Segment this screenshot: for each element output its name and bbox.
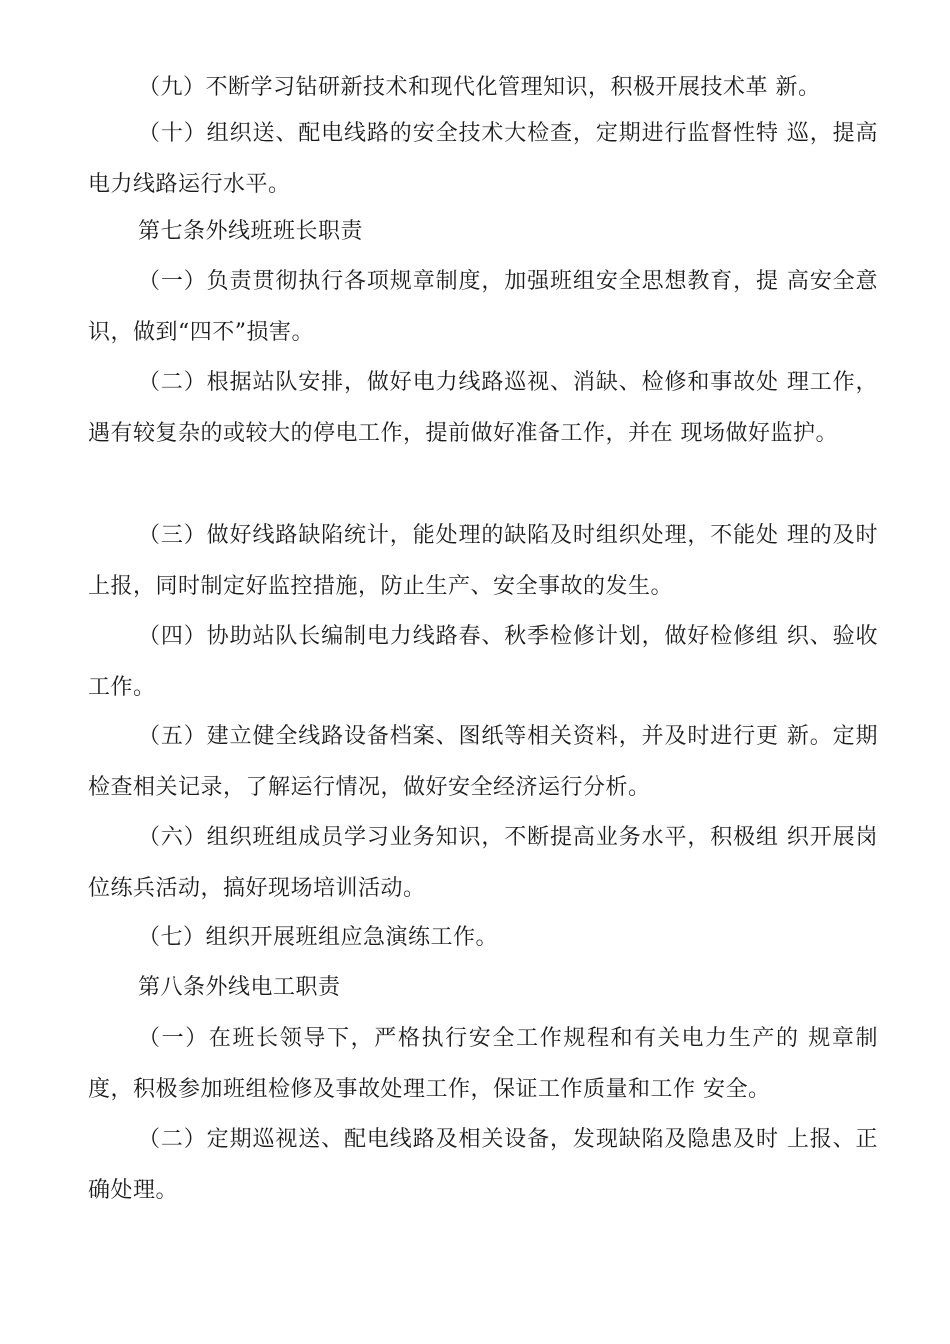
article-7-item-3: （三）做好线路缺陷统计，能处理的缺陷及时组织处理，不能处 理的及时上报，同时制定好监控措施，防止生产、安全事故的发生。 [88,523,878,599]
article-7-item-4: （四）协助站队长编制电力线路春、秋季检修计划，做好检修组 织、验收工作。 [88,624,878,700]
article-7-item-1: （一）负责贯彻执行各项规章制度，加强班组安全思想教育，提 高安全意识，做到“四不”损害。 [88,269,878,345]
paragraph-10: （十）组织送、配电线路的安全技术大检查，定期进行监督性特 巡，提高电力线路运行水平。 [88,121,878,197]
article-8-heading: 第八条外线电工职责 [138,975,341,1000]
article-8-item-1: （一）在班长领导下，严格执行安全工作规程和有关电力生产的 规章制度，积极参加班组检修及事故处理工作，保证工作质量和工作 安全。 [88,1026,878,1102]
article-7-item-5: （五）建立健全线路设备档案、图纸等相关资料，并及时进行更 新。定期检查相关记录，了解运行情况，做好安全经济运行分析。 [88,724,878,800]
paragraph-9: （九）不断学习钻研新技术和现代化管理知识，积极开展技术革 新。 [138,75,821,100]
article-7-heading: 第七条外线班班长职责 [138,219,364,244]
article-8-item-2: （二）定期巡视送、配电线路及相关设备，发现缺陷及隐患及时 上报、正确处理。 [88,1127,878,1203]
article-7-item-2: （二）根据站队安排，做好电力线路巡视、消缺、检修和事故处 理工作，遇有较复杂的或较大的停电工作，提前做好准备工作，并在 现场做好监护。 [88,370,878,446]
article-7-item-6: （六）组织班组成员学习业务知识，不断提高业务水平，积极组 织开展岗位练兵活动，搞好现场培训活动。 [88,825,878,901]
article-7-item-7: （七）组织开展班组应急演练工作。 [138,925,499,950]
